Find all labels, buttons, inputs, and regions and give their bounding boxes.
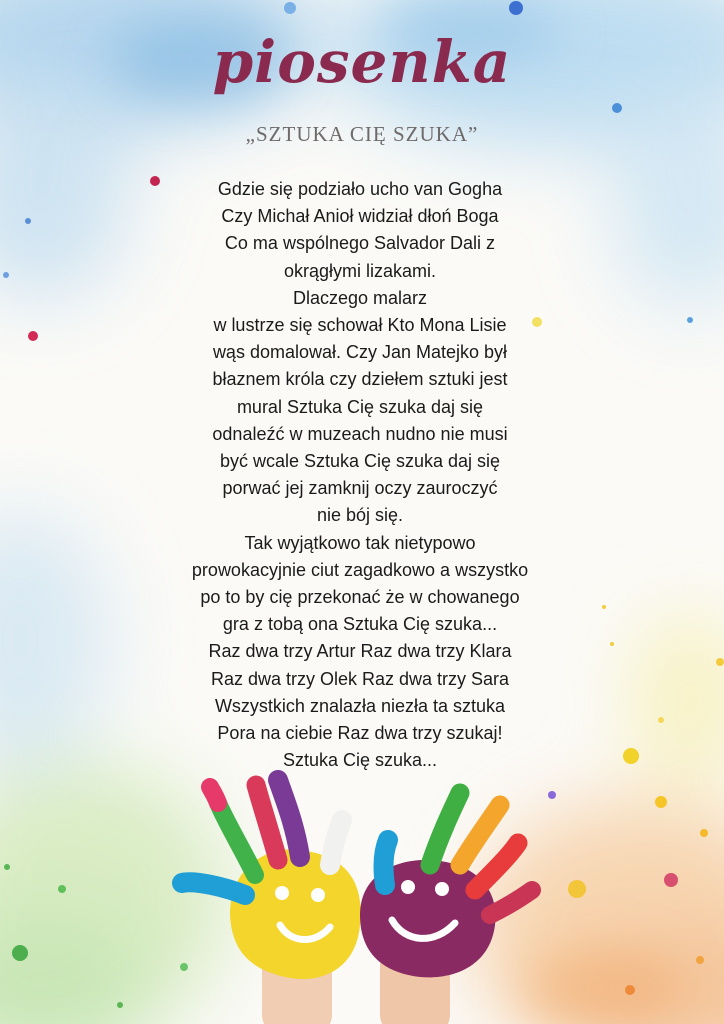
lyrics-line: Tak wyjątkowo tak nietypowo — [244, 532, 476, 553]
painted-hands-illustration — [170, 765, 550, 1024]
lyrics-line: w lustrze się schował Kto Mona Lisie — [213, 315, 507, 336]
lyrics-line: nie bój się. — [316, 505, 404, 526]
lyrics-line: Gdzie się podziało ucho van Gogha — [217, 179, 503, 199]
lyrics-line: błaznem króla czy dziełem sztuki jest — [212, 369, 508, 390]
lyrics-line: Co ma wspólnego Salvador Dali z — [224, 233, 496, 254]
lyrics-line: wąs domalował. Czy Jan Matejko był — [212, 342, 508, 363]
lyrics-line: porwać jej zamknij oczy zauroczyć — [222, 478, 498, 499]
lyrics-line: Pora na ciebie Raz dwa trzy szukaj! — [217, 723, 503, 744]
lyrics-line: Dlaczego malarz — [292, 287, 428, 308]
page-title: piosenka — [212, 28, 512, 96]
lyrics-line: po to by cię przekonać że w chowanego — [200, 587, 520, 608]
lyrics-line: Sztuka Cię szuka... — [282, 750, 438, 771]
lyrics-line: okrągłymi lizakami. — [283, 260, 437, 281]
right-hand-icon — [360, 793, 532, 1024]
lyrics-line: odnaleźć w muzeach nudno nie musi — [212, 423, 508, 444]
lyrics-line: Raz dwa trzy Olek Raz dwa trzy Sara — [210, 668, 510, 689]
lyrics-line: Czy Michał Anioł widział dłoń Boga — [221, 206, 499, 227]
lyrics-line: gra z tobą ona Sztuka Cię szuka... — [222, 614, 498, 635]
song-subtitle: „SZTUKA CIĘ SZUKA” — [245, 122, 479, 146]
lyrics-line: Raz dwa trzy Artur Raz dwa trzy Klara — [208, 641, 512, 662]
lyrics-line: mural Sztuka Cię szuka daj się — [236, 396, 484, 417]
lyrics-line: Wszystkich znalazła niezła ta sztuka — [214, 695, 506, 716]
lyrics-line: być wcale Sztuka Cię szuka daj się — [219, 451, 501, 472]
left-hand-icon — [182, 780, 361, 1024]
song-lyrics — [150, 176, 570, 774]
lyrics-line: prowokacyjnie ciut zagadkowo a wszystko — [191, 559, 529, 580]
